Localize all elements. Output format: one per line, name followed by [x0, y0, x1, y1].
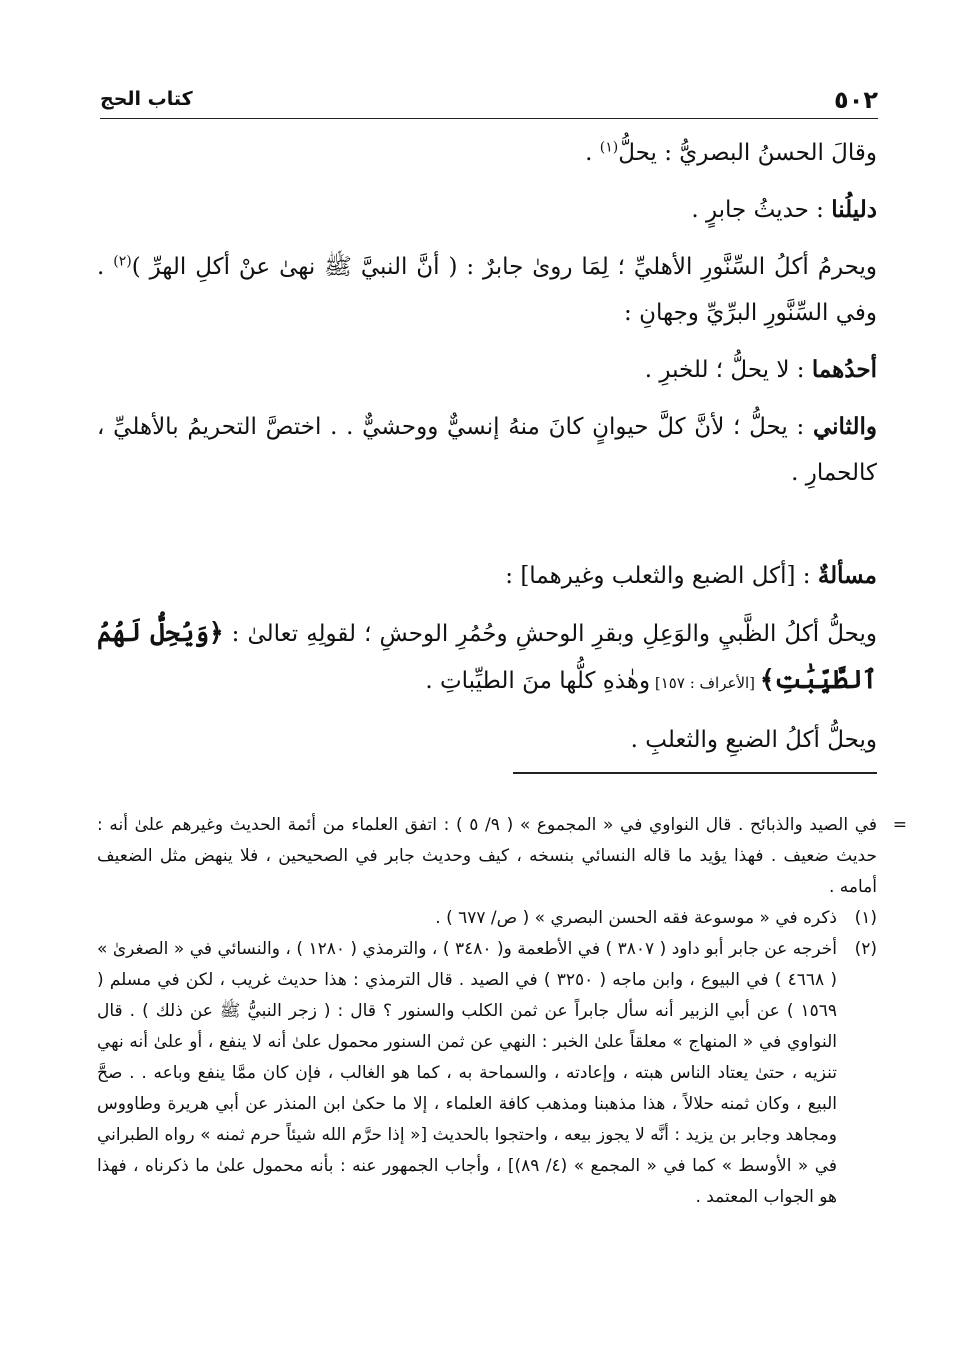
- paragraph-game-animals: ويحلُّ أكلُ الظَّبيِ والوَعِلِ وبقرِ الوحشِ وحُمُرِ الوحشِ ؛ لقولِهِ تعالىٰ : ﴿وَيُحِلُّ لَهُمُ ٱلطَّيِّبَٰتِ﴾ [الأعراف : ١٥٧] وهٰذهِ كلُّها منَ الطيِّباتِ .: [97, 618, 877, 694]
- lead-word: والثاني: [812, 413, 877, 440]
- paragraph-first-view: أحدُهما : لا يحلُّ ؛ للخبرِ .: [644, 356, 877, 383]
- paragraph-cat-ruling: ويحرمُ أكلُ السِّنَّورِ الأهليِّ ؛ لِمَا روىٰ جابرٌ : ( أنَّ النبيَّ ﷺ نهىٰ عنْ أكلِ الهرِّ )$^{(٢)}$ . وفي السِّنَّورِ البرِّيِّ وجهانِ :: [97, 253, 877, 326]
- footnote-text: ذكره في « موسوعة فقه الحسن البصري » ( ص/ ٦٧٧ ) .: [435, 908, 837, 928]
- footnote-ref-1[interactable]: (١): [599, 139, 619, 156]
- footnotes: [97, 810, 907, 1213]
- running-header: [100, 82, 878, 119]
- main-text: [97, 130, 877, 774]
- lead-word: دليلُنا: [831, 196, 877, 223]
- footnote-continuation: [97, 810, 907, 903]
- footnote-text: في الصيد والذبائح . قال النواوي في « المجموع » ( ٩/ ٥ ) : اتفق العلماء من أئمة الحديث وغيرهم علىٰ أنه : حديث ضعيف . فهذا يؤيد ما قاله النسائي بنسخه ، كيف وحديث جابر في الصحيحين ، فلا ينهض مثل الضعيف أمامه .: [97, 815, 877, 897]
- continuation-marker: =: [892, 815, 907, 835]
- footnote-marker: (١): [854, 908, 877, 928]
- footnote-text: أخرجه عن جابر أبو داود ( ٣٨٠٧ ) في الأطعمة و( ٣٤٨٠ ) ، والترمذي ( ١٢٨٠ ) ، والنسائي في « الصغرىٰ » ( ٤٦٦٨ ) في البيوع ، وابن ماجه ( ٣٢٥٠ ) في الصيد . قال الترمذي : هذا حديث غريب ، لكن في مسلم ( ١٥٦٩ ) عن أبي الزبير أنه سأل جابراً عن ثمن الكلب والسنور ؟ قال : ( زجر النبيُّ ﷺ عن ذلك ) . قال النواوي في « المنهاج » معلقاً علىٰ الخبر : النهي عن ثمن السنور محمول علىٰ أنه لا ينفع ، أو علىٰ أنه نهي تنزيه ، حتىٰ يعتاد الناس هبته ، وإعادته ، والسماحة به ، كما هو الغالب ، فإن كان ممَّا ينفع وباعه . . صحَّ البيع ، وكان ثمنه حلالاً ، هذا مذهبنا ومذهب كافة العلماء ، إلا ما حكىٰ ابن المنذر عن أبي هريرة وطاووس ومجاهد وجابر بن يزيد : أنَّه لا يجوز بيعه ، واحتجوا بالحديث [« إذا حرَّم الله شيئاً حرم ثمنه » رواه الطبراني في « الأوسط » كما في « المجمع » (٤/ ٨٩)] ، وأجاب الجمهور عنه : بأنه محمول علىٰ ما ذكرناه ، فهذا هو الجواب المعتمد .: [97, 939, 837, 1207]
- lead-word: أحدُهما: [811, 356, 877, 383]
- footnote-1: [97, 903, 877, 934]
- section-gap: [97, 507, 877, 553]
- paragraph-evidence: دليلُنا : حديثُ جابرٍ .: [691, 196, 877, 223]
- footnote-marker: (٢): [854, 939, 877, 959]
- paragraph-hasan-basri: وقالَ الحسنُ البصريُّ : يحلُّ$^{(١)}$ .: [585, 139, 877, 166]
- footnote-2: [97, 934, 877, 1213]
- paragraph-second-view: والثاني : يحلُّ ؛ لأنَّ كلَّ حيوانٍ كانَ منهُ إنسيٌّ ووحشيٌّ . . اختصَّ التحريمُ بالأهليِّ ، كالحمارِ .: [97, 413, 877, 486]
- book-title: كتاب الحج: [100, 88, 193, 110]
- lead-word: مسألةٌ: [817, 562, 877, 589]
- footnote-ref-2[interactable]: (٢): [113, 253, 132, 270]
- page-number: ٥٠٢: [834, 86, 878, 114]
- verse-reference: [الأعراف : ١٥٧]: [650, 674, 760, 692]
- paragraph-hyena-fox: ويحلُّ أكلُ الضبعِ والثعلبِ .: [630, 727, 877, 753]
- issue-heading: مسألةٌ : [أكل الضبع والثعلب وغيرهما] :: [505, 562, 877, 589]
- quran-verse: ﴿وَيُحِلُّ لَهُمُ ٱلطَّيِّبَٰتِ﴾: [97, 618, 877, 694]
- footnote-separator: [513, 772, 877, 774]
